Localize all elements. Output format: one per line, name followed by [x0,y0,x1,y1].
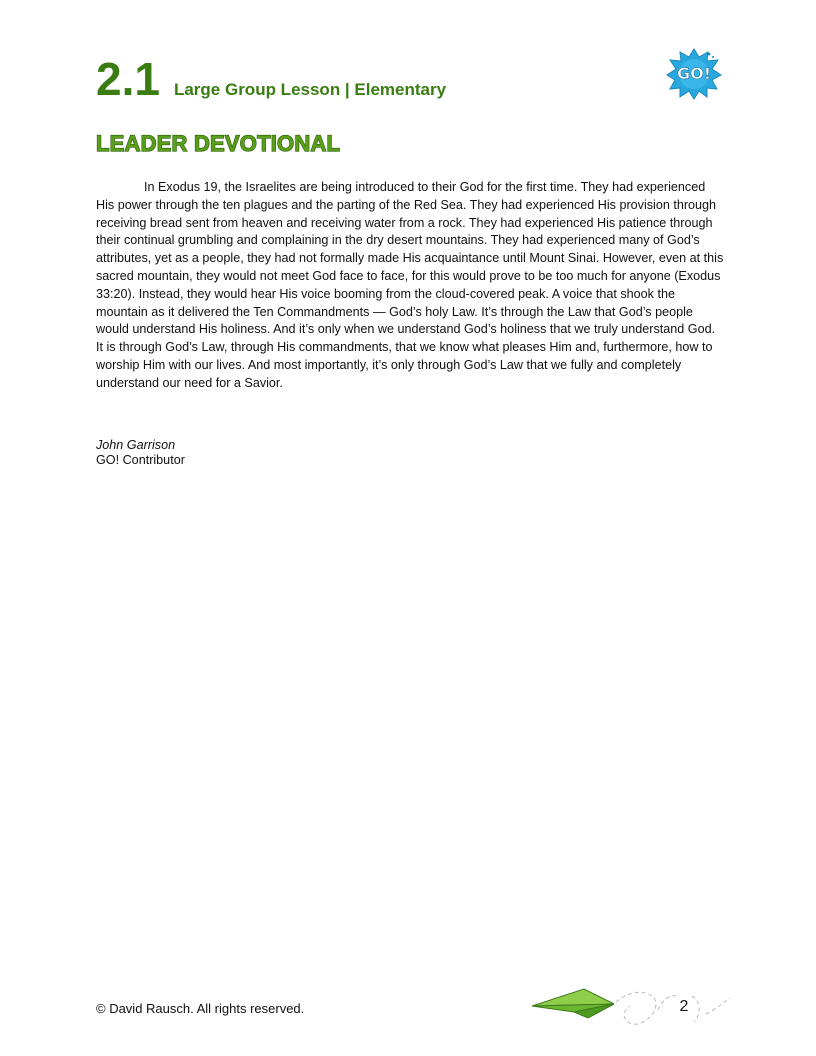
devotional-paragraph: In Exodus 19, the Israelites are being introduced to their God for the first time. They had experienced His power through the ten plagues and the parting of the Red Sea. They had experienced His provision through receiving bread sent from heaven and receiving water from a rock. They had experienced His patience through their continual grumbling and complaining in the dry desert mountains. They had experienced many of God’s attributes, yet as a people, they had not formally made His acquaintance until Mount Sinai. However, even at this sacred mountain, they would not meet God face to face, for this would prove to be too much for anyone (Exodus 33:20). Instead, they would hear His voice booming from the cloud-covered peak. A voice that shook the mountain as it delivered the Ten Commandments — God’s holy Law. It’s through the Law that God’s people would understand His holiness. And it’s only when we understand God’s holiness that we truly understand God. It is through God’s Law, through His commandments, that we know what pleases Him and, furthermore, how to worship Him with our lives. And most importantly, it’s only through God’s Law that we fully and completely understand our need for a Savior. [96,180,724,390]
go-logo-icon [666,48,722,100]
paper-airplane-icon [530,984,734,1032]
lesson-header [96,53,447,105]
author-block [96,438,185,468]
logo-text: GO! [676,64,712,83]
lesson-subtitle: Large Group Lesson | Elementary [173,80,447,99]
section-heading: LEADER DEVOTIONAL [96,131,341,156]
page-number: 2 [679,998,689,1015]
author-role: GO! Contributor [96,453,185,467]
footer-copyright: © David Rausch. All rights reserved. [96,1001,305,1016]
author-name: John Garrison [96,438,176,452]
lesson-number: 2.1 [96,53,160,105]
